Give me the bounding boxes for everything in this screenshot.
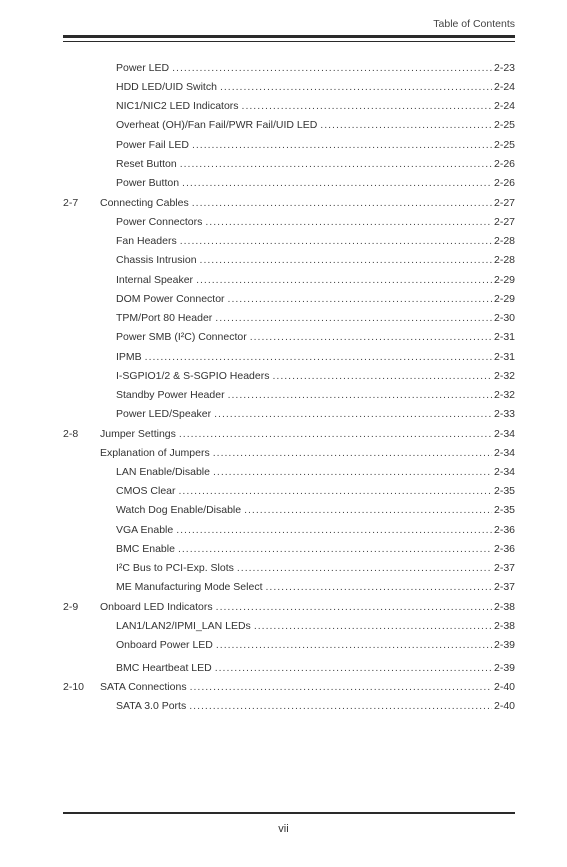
toc-page-number[interactable]: 2-40 [493, 700, 515, 712]
toc-entry[interactable] [116, 465, 515, 479]
toc-entry[interactable] [116, 80, 515, 94]
toc-leader-dots [213, 446, 492, 460]
toc-page-number[interactable]: 2-39 [493, 662, 515, 674]
toc-page-number[interactable]: 2-39 [493, 639, 515, 651]
toc-entry[interactable] [116, 542, 515, 556]
toc-entry-title[interactable]: TPM/Port 80 Header [116, 312, 213, 324]
footer-rule [63, 812, 515, 814]
toc-leader-dots [196, 273, 492, 287]
toc-page-number[interactable]: 2-26 [493, 177, 515, 189]
toc-entry[interactable] [63, 427, 515, 441]
toc-entry[interactable] [116, 176, 515, 190]
toc-entry-title[interactable]: VGA Enable [116, 524, 174, 536]
toc-entry-title[interactable]: Reset Button [116, 158, 177, 170]
toc-entry[interactable] [63, 680, 515, 694]
toc-entry-title[interactable]: Watch Dog Enable/Disable [116, 504, 242, 516]
toc-entry[interactable] [63, 196, 515, 210]
toc-entry-title[interactable]: Power SMB (I²C) Connector [116, 331, 247, 343]
toc-entry-title[interactable]: DOM Power Connector [116, 293, 225, 305]
toc-page-number[interactable]: 2-32 [493, 389, 515, 401]
toc-page-number[interactable]: 2-30 [493, 312, 515, 324]
toc-leader-dots [189, 699, 492, 713]
toc-leader-dots [254, 619, 492, 633]
toc-leader-dots [242, 99, 492, 113]
toc-entry-title[interactable]: NIC1/NIC2 LED Indicators [116, 100, 239, 112]
toc-page-number[interactable]: 2-31 [493, 331, 515, 343]
toc-entry-title[interactable]: Power LED [116, 62, 170, 74]
toc-leader-dots [205, 215, 492, 229]
toc-entry-title[interactable]: IPMB [116, 351, 142, 363]
toc-page-number[interactable]: 2-28 [493, 235, 515, 247]
toc-entry-title[interactable]: Onboard LED Indicators [100, 601, 213, 613]
toc-leader-dots [216, 638, 492, 652]
toc-leader-dots [190, 680, 492, 694]
toc-entry[interactable] [116, 503, 515, 517]
toc-entry[interactable] [116, 580, 515, 594]
toc-entry-title[interactable]: Jumper Settings [100, 428, 176, 440]
toc-leader-dots [266, 580, 492, 594]
toc-entry-title[interactable]: ME Manufacturing Mode Select [116, 581, 263, 593]
toc-page-number[interactable]: 2-37 [493, 562, 515, 574]
toc-entry[interactable] [116, 157, 515, 171]
toc-leader-dots [215, 311, 492, 325]
toc-leader-dots [176, 523, 492, 537]
toc-page-number[interactable]: 2-23 [493, 62, 515, 74]
toc-page-number[interactable]: 2-38 [493, 620, 515, 632]
toc-entry-title[interactable]: SATA 3.0 Ports [116, 700, 187, 712]
toc-page-number[interactable]: 2-28 [493, 254, 515, 266]
toc-entry[interactable] [116, 561, 515, 575]
toc-entry[interactable] [116, 273, 515, 287]
toc-entry[interactable] [116, 215, 515, 229]
toc-entry-title[interactable]: Internal Speaker [116, 274, 194, 286]
toc-leader-dots [250, 330, 492, 344]
toc-entry[interactable] [116, 292, 515, 306]
toc-page-number[interactable]: 2-33 [493, 408, 515, 420]
toc-page-number[interactable]: 2-36 [493, 524, 515, 536]
toc-page-number[interactable]: 2-32 [493, 370, 515, 382]
toc-page-number[interactable]: 2-24 [493, 81, 515, 93]
toc-entry-title[interactable]: Power Button [116, 177, 180, 189]
toc-leader-dots [179, 427, 492, 441]
toc-page-number[interactable]: 2-29 [493, 274, 515, 286]
toc-page-number[interactable]: 2-35 [493, 485, 515, 497]
toc-entry[interactable] [100, 446, 515, 460]
toc-leader-dots [215, 661, 492, 675]
toc-leader-dots [200, 253, 492, 267]
toc-entry[interactable] [116, 99, 515, 113]
toc-entry-title[interactable]: CMOS Clear [116, 485, 176, 497]
toc-entry-title[interactable]: Standby Power Header [116, 389, 225, 401]
toc-entry[interactable] [116, 118, 515, 132]
toc-entry-title[interactable]: Connecting Cables [100, 197, 189, 209]
toc-leader-dots [272, 369, 492, 383]
toc-leader-dots [228, 292, 492, 306]
toc-page-number[interactable]: 2-36 [493, 543, 515, 555]
toc-entry[interactable] [116, 484, 515, 498]
toc-entry-title[interactable]: Explanation of Jumpers [100, 447, 210, 459]
toc-leader-dots [244, 503, 492, 517]
toc-page-number[interactable]: 2-38 [493, 601, 515, 613]
toc-page-number[interactable]: 2-34 [493, 466, 515, 478]
toc-page-number[interactable]: 2-27 [493, 197, 515, 209]
toc-entry[interactable] [116, 369, 515, 383]
toc-page-number[interactable]: 2-24 [493, 100, 515, 112]
toc-entry-title[interactable]: Power LED/Speaker [116, 408, 212, 420]
toc-entry[interactable] [116, 61, 515, 75]
toc-entry[interactable] [116, 523, 515, 537]
toc-leader-dots [172, 61, 492, 75]
toc-section-number: 2-9 [63, 601, 79, 613]
toc-entry-title[interactable]: Chassis Intrusion [116, 254, 197, 266]
header-title: Table of Contents [433, 18, 515, 30]
toc-leader-dots [192, 196, 492, 210]
toc-entry-title[interactable]: SATA Connections [100, 681, 187, 693]
toc-entry[interactable] [116, 407, 515, 421]
toc-entry-title[interactable]: BMC Heartbeat LED [116, 662, 212, 674]
toc-page-number[interactable]: 2-34 [493, 447, 515, 459]
toc-leader-dots [320, 118, 492, 132]
toc-entry-title[interactable]: I²C Bus to PCI-Exp. Slots [116, 562, 234, 574]
toc-entry[interactable] [116, 330, 515, 344]
toc-page-number[interactable]: 2-35 [493, 504, 515, 516]
header-rule-thick [63, 35, 515, 38]
toc-page-number[interactable]: 2-25 [493, 119, 515, 131]
toc-section-number: 2-7 [63, 197, 79, 209]
toc-section-number: 2-8 [63, 428, 79, 440]
toc-entry-title[interactable]: Overheat (OH)/Fan Fail/PWR Fail/UID LED [116, 119, 318, 131]
toc-page-number[interactable]: 2-29 [493, 293, 515, 305]
toc-section-number: 2-10 [63, 681, 85, 693]
toc-entry[interactable] [116, 619, 515, 633]
toc-page-number[interactable]: 2-27 [493, 216, 515, 228]
toc-leader-dots [180, 234, 492, 248]
toc-page-number[interactable]: 2-31 [493, 351, 515, 363]
toc-entry-title[interactable]: LAN1/LAN2/IPMI_LAN LEDs [116, 620, 251, 632]
toc-entry[interactable] [63, 600, 515, 614]
toc-leader-dots [216, 600, 492, 614]
toc-leader-dots [178, 542, 492, 556]
toc-leader-dots [145, 350, 492, 364]
toc-leader-dots [214, 407, 492, 421]
toc-leader-dots [220, 80, 492, 94]
toc-entry[interactable] [116, 699, 515, 713]
toc-entry[interactable] [116, 138, 515, 152]
footer-page-number: vii [278, 823, 289, 835]
toc-entry-title[interactable]: Fan Headers [116, 235, 177, 247]
toc-entry[interactable] [116, 234, 515, 248]
toc-entry[interactable] [116, 253, 515, 267]
toc-entry-title[interactable]: Power Fail LED [116, 139, 189, 151]
toc-entry-title[interactable]: Power Connectors [116, 216, 203, 228]
toc-entry-title[interactable]: I-SGPIO1/2 & S-SGPIO Headers [116, 370, 270, 382]
toc-leader-dots [180, 157, 492, 171]
header-rule-thin [63, 41, 515, 42]
toc-leader-dots [179, 484, 492, 498]
toc-entry-title[interactable]: BMC Enable [116, 543, 175, 555]
toc-entry[interactable] [116, 661, 515, 675]
toc-page-number[interactable]: 2-37 [493, 581, 515, 593]
toc-leader-dots [192, 138, 492, 152]
toc-page-number[interactable]: 2-40 [493, 681, 515, 693]
toc-leader-dots [237, 561, 492, 575]
toc-entry[interactable] [116, 638, 515, 652]
toc-page-number[interactable]: 2-34 [493, 428, 515, 440]
toc-page-number[interactable]: 2-25 [493, 139, 515, 151]
toc-entry-title[interactable]: Onboard Power LED [116, 639, 213, 651]
toc-entry[interactable] [116, 350, 515, 364]
toc-page-number[interactable]: 2-26 [493, 158, 515, 170]
toc-entry[interactable] [116, 388, 515, 402]
toc-leader-dots [182, 176, 492, 190]
toc-leader-dots [213, 465, 492, 479]
toc-entry-title[interactable]: LAN Enable/Disable [116, 466, 210, 478]
toc-leader-dots [228, 388, 492, 402]
toc-entry-title[interactable]: HDD LED/UID Switch [116, 81, 217, 93]
toc-entry[interactable] [116, 311, 515, 325]
